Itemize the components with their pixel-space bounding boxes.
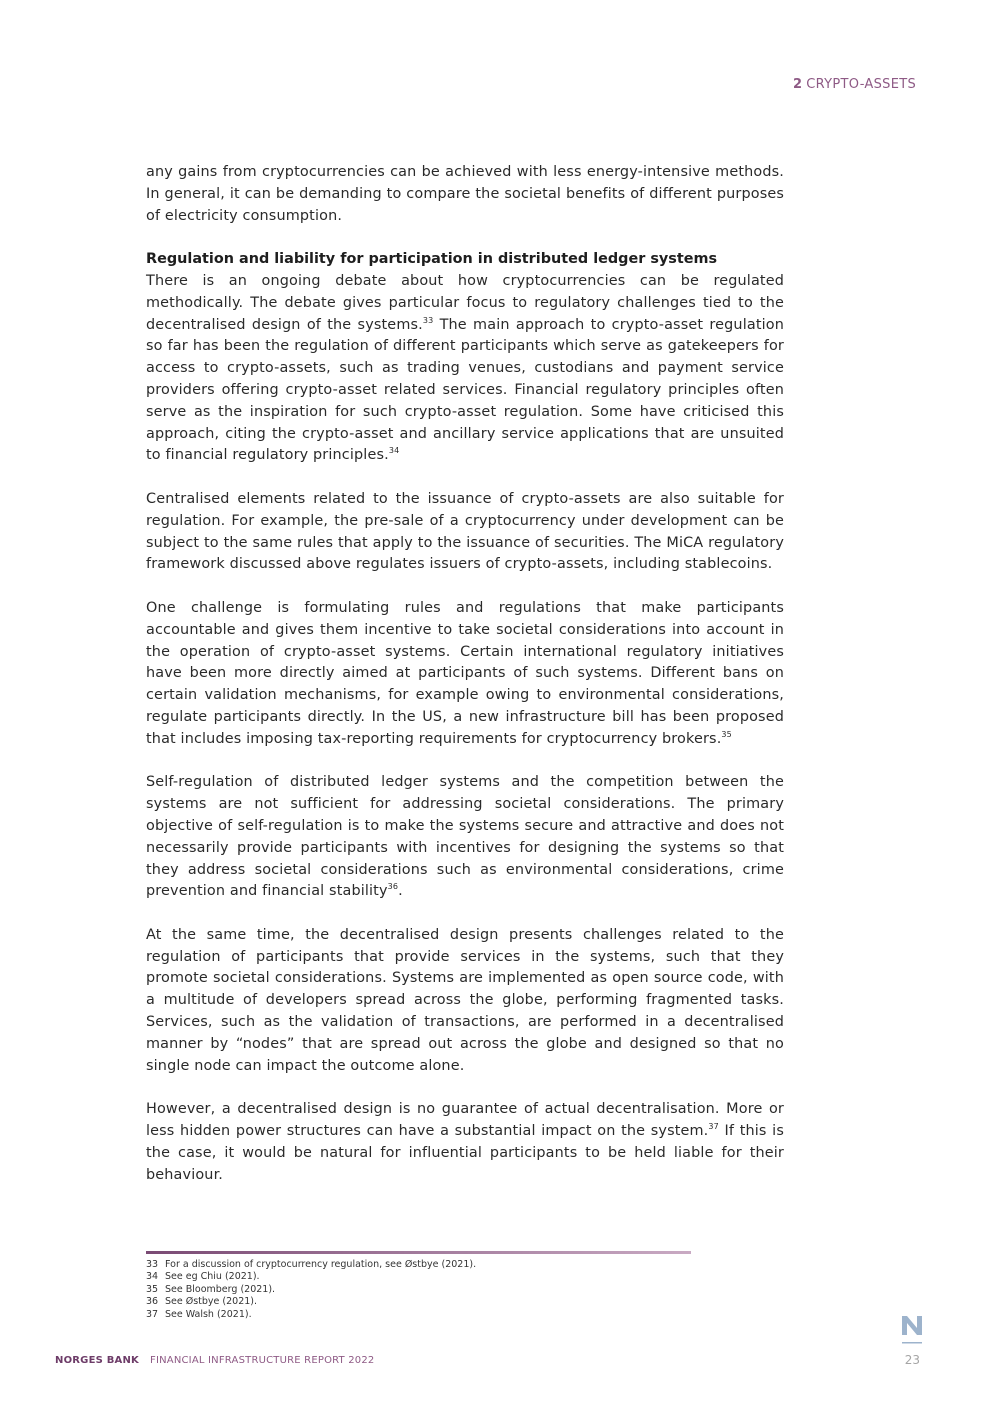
paragraph-accountability [146,598,784,751]
footnote-number: 34 [146,1271,159,1283]
paragraph-text: However, a decentralised design is no guarantee of actual decentralisation. More or less hidden power structures can have a substantial impact on the system. [146,1101,784,1140]
paragraph-text: There is an ongoing debate about how cryptocurrencies can be regulated methodically. The debate gives particular focus to regulatory challenges tied to the decentralised design of the systems. [146,272,784,333]
footnote-ref-34[interactable]: 34 [388,446,400,456]
footer-report-title: FINANCIAL INFRASTRUCTURE REPORT 2022 [150,1355,375,1366]
footnote-number: 36 [146,1296,159,1308]
paragraph-regulation-debate [146,271,784,467]
body-text [146,162,784,1208]
paragraph-self-regulation [146,772,784,903]
paragraph-text: The main approach to crypto-asset regulation so far has been the regulation of different participants which serve as gatekeepers for access to crypto-assets, such as trading venues, custodians and payment service providers offering crypto-asset related services. Financial regulatory principles often serve as the inspiration for such crypto-asset regulation. Some have criticised this approach, citing the crypto-asset and ancillary service applications that are unsuited to financial regulatory principles. [146,316,784,464]
footnote-number: 35 [146,1283,159,1295]
footer-brand: NORGES BANK [55,1355,139,1366]
footnote-text: See Østbye (2021). [165,1296,258,1308]
footnotes [146,1259,476,1321]
chapter-title: CRYPTO-ASSETS [806,77,916,92]
paragraph-power-structures [146,1099,784,1186]
paragraph-text: One challenge is formulating rules and regulations that make participants accountable and gives them incentive to take societal considerations into account in the operation of crypto-asset systems. Certain international regulatory initiatives have been more directly aimed at participants of such systems. Different bans on certain validation mechanisms, for example owing to environmental considerations, regulate participants directly. In the US, a new infrastructure bill has been proposed that includes imposing tax-reporting requirements for cryptocurrency brokers. [146,599,784,747]
paragraph-text: . [398,883,403,900]
section-heading: Regulation and liability for participation in distributed ledger systems [146,251,718,268]
footnote-item [146,1309,476,1321]
paragraph-decentralised-design: At the same time, the decentralised design presents challenges related to the regulation of participants that provide services in the systems, such that they promote societal considerations. Systems are implemented as open source code, with a multitude of developers spread across the globe, performing fragmented tasks. Services, such as the validation of transactions, are performed in a decentralised manner by “nodes” that are spread out across the globe and designed so that no single node can impact the outcome alone. [146,926,784,1074]
footnote-item [146,1284,476,1296]
footnote-number: 37 [146,1308,159,1320]
footnote-number: 33 [146,1259,159,1270]
footnote-text: See Walsh (2021). [165,1308,252,1320]
footnote-text: See eg Chiu (2021). [165,1271,260,1283]
footnote-text: See Bloomberg (2021). [165,1283,276,1295]
footnote-item [146,1296,476,1308]
footnote-item [146,1271,476,1283]
chapter-number: 2 [792,77,803,92]
paragraph-text: If this is the case, it would be natural for influential participants to be held liable for their behaviour. [146,1123,784,1183]
footnote-ref-36[interactable]: 36 [387,882,399,892]
running-head [793,77,916,92]
paragraph-intro: any gains from cryptocurrencies can be achieved with less energy-intensive methods. In general, it can be demanding to compare the societal benefits of different purposes of electricity consumption. [146,164,784,224]
footnote-ref-35[interactable]: 35 [721,729,732,739]
paragraph-centralised-elements: Centralised elements related to the issuance of crypto-assets are also suitable for regulation. For example, the pre-sale of a cryptocurrency under development can be subject to the same rules that apply to the issuance of securities. The MiCA regulatory framework discussed above regulates issuers of crypto-assets, including stablecoins. [146,490,784,573]
page-number: 23 [904,1353,920,1367]
footnote-text: For a discussion of cryptocurrency regulation, see Østbye (2021). [165,1259,477,1270]
footnote-ref-33[interactable]: 33 [422,315,434,325]
footnote-divider [146,1251,691,1254]
paragraph-text: Self-regulation of distributed ledger systems and the competition between the systems are not sufficient for addressing societal considerations. The primary objective of self-regulation is to make the systems secure and attractive and does not necessarily provide participants with incentives for designing the systems so that they address societal considerations such as environmental considerations, crime prevention and financial stability [146,774,784,900]
footnote-item [146,1259,476,1271]
norges-bank-n-logo-icon [902,1316,922,1346]
footnote-ref-37[interactable]: 37 [708,1122,719,1132]
